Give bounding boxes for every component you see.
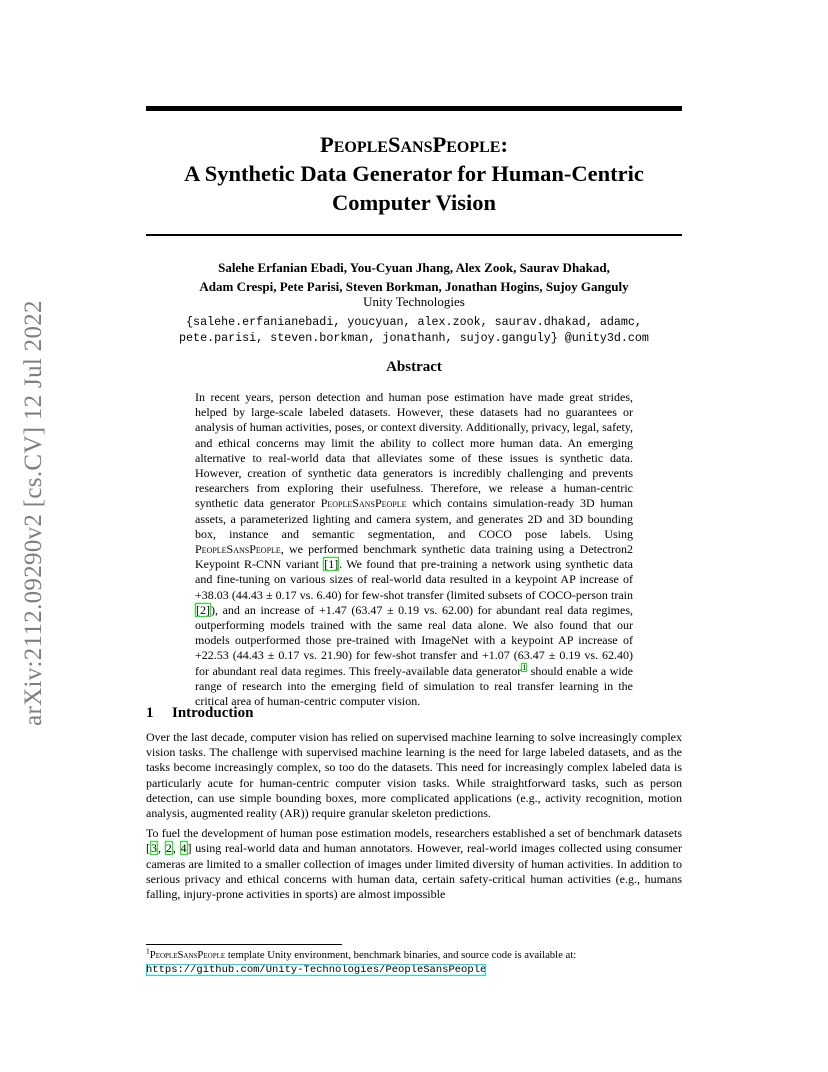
email-line-2: pete.parisi, steven.borkman, jonathanh, sujoy.ganguly} @unity3d.com [179,331,649,345]
abstract-text-6: should enable a wide range of research into the emerging field of simulation to real transfer learning in the critical area of human-centric computer vision. [195,663,634,709]
citation-link-3[interactable]: 3 [151,841,157,856]
section-title: Introduction [172,705,254,721]
title-top-rule [146,106,682,111]
abstract-text-2: which contains simulation-ready 3D human assets, a parameterized lighting and camera system, and generates 2D and 3D bounding box, instance and semantic segmentation, and COCO pose labels. Using [195,496,633,541]
abstract-text-1: In recent years, person detection and human pose estimation have made great strides, helped by large-scale labeled datasets. However, these datasets had no guarantees or analysis of human activities, poses, or context diversity. Additionally, privacy, legal, safety, and ethical concerns may limit the ability to collect more human data. An emerging alternative to real-world data that alleviates some of these issues is synthetic data. However, creation of synthetic data generators is incredibly challenging and prevents researchers from exploring their usefulness. Therefore, we release a human-centric synthetic data generator [195,390,633,511]
citation-separator: , [158,841,165,856]
footnote-line-2 [146,962,686,977]
footnote-ref-link[interactable]: 1 [522,662,527,672]
citation-link-1[interactable]: [1] [324,557,339,572]
citation-link-2[interactable]: [2] [196,602,210,617]
paper-title [146,130,682,217]
intro-text-2a: To fuel the development of human pose estimation models, researchers established a set of benchmark datasets [ [146,826,682,856]
author-line-2: Adam Crespi, Pete Parisi, Steven Borkman, Jonathan Hogins, Sujoy Ganguly [199,279,629,294]
email-line-1: {salehe.erfanianebadi, youcyuan, alex.zook, saurav.dhakad, adamc, [186,315,642,329]
intro-text-2b: ] using real-world data and human annotators. However, real-world images collected using consumer cameras are limited to a smaller collection of images under limited diversity of human activities. In addition to serious privacy and ethical concerns with human data, certain safety-critical human activities (e.g., humans falling, injury-prone activities in sports) are almost impossible [146,841,682,902]
footnote-line-1 [146,948,686,962]
abstract-body [195,390,633,709]
footnote [146,948,686,977]
author-emails [140,314,688,346]
footnote-text: template Unity environment, benchmark binaries, and source code is available at: [225,949,577,961]
affiliation: Unity Technologies [363,294,465,309]
citation-link-2b[interactable]: 2 [165,841,172,856]
author-line-1: Salehe Erfanian Ebadi, You-Cyuan Jhang, Alex Zook, Saurav Dhakad, [218,260,610,275]
tool-name: PeopleSansPeople [320,496,407,511]
github-url-link[interactable]: https://github.com/Unity-Technologies/PeopleSansPeople [146,964,487,976]
footnote-mark: 1 [146,946,150,956]
arxiv-identifier: arXiv:2112.09290v2 [cs.CV] 12 Jul 2022 [20,299,47,726]
abstract-text-5: ), and an increase of +1.47 (63.47 ± 0.19 vs. 62.00) for abundant real data regimes, outperforming models trained with the same real data alone. We also found that our models outperformed those pre-trained with ImageNet with a keypoint AP increase of +22.53 (44.43 ± 0.17 vs. 21.90) for few-shot transfer and +1.07 (63.47 ± 0.19 vs. 62.40) for abundant real data regimes. This freely-available data generator [195,602,633,678]
abstract-heading: Abstract [386,359,442,375]
title-line-2: A Synthetic Data Generator for Human-Centric [184,161,644,186]
author-list [146,258,682,296]
footnote-rule [146,944,342,945]
title-line-3: Computer Vision [332,190,496,215]
section-heading-introduction [146,705,682,722]
arxiv-sidebar-stamp [14,295,54,730]
section-number: 1 [146,705,154,721]
footnote-tool-name: PeopleSansPeople [149,949,226,961]
intro-paragraph-1: Over the last decade, computer vision has relied on supervised machine learning to solve increasingly complex vision tasks. The challenge with supervised machine learning is the need for large labeled datasets, and as the tasks become increasingly complex, so too do the datasets. This need for increasingly complex labeled data is particularly acute for human-centric computer vision tasks. While straightforward tasks, such as person detection, can use simple bounding boxes, more complicated applications (e.g., activity recognition, motion analysis, augmented reality (AR)) require granular skeleton predictions. [146,730,682,821]
tool-name: PeopleSansPeople [195,542,281,557]
abstract-text-4: . We found that pre-training a network using synthetic data and fine-tuning on various sizes of real-world data resulted in a keypoint AP increase of +38.03 (44.43 ± 0.17 vs. 6.40) for few-shot transfer (limited subsets of COCO-person train [195,557,633,602]
introduction-body [146,730,682,907]
title-line-1: PeopleSansPeople: [320,132,508,157]
title-bottom-rule [146,234,682,236]
abstract-paragraph [195,390,633,709]
abstract-text-3: , we performed benchmark synthetic data training using a Detectron2 Keypoint R-CNN variant [195,542,633,572]
citation-separator: , [172,841,180,856]
intro-paragraph-2 [146,826,682,902]
citation-link-4[interactable]: 4 [180,841,187,856]
